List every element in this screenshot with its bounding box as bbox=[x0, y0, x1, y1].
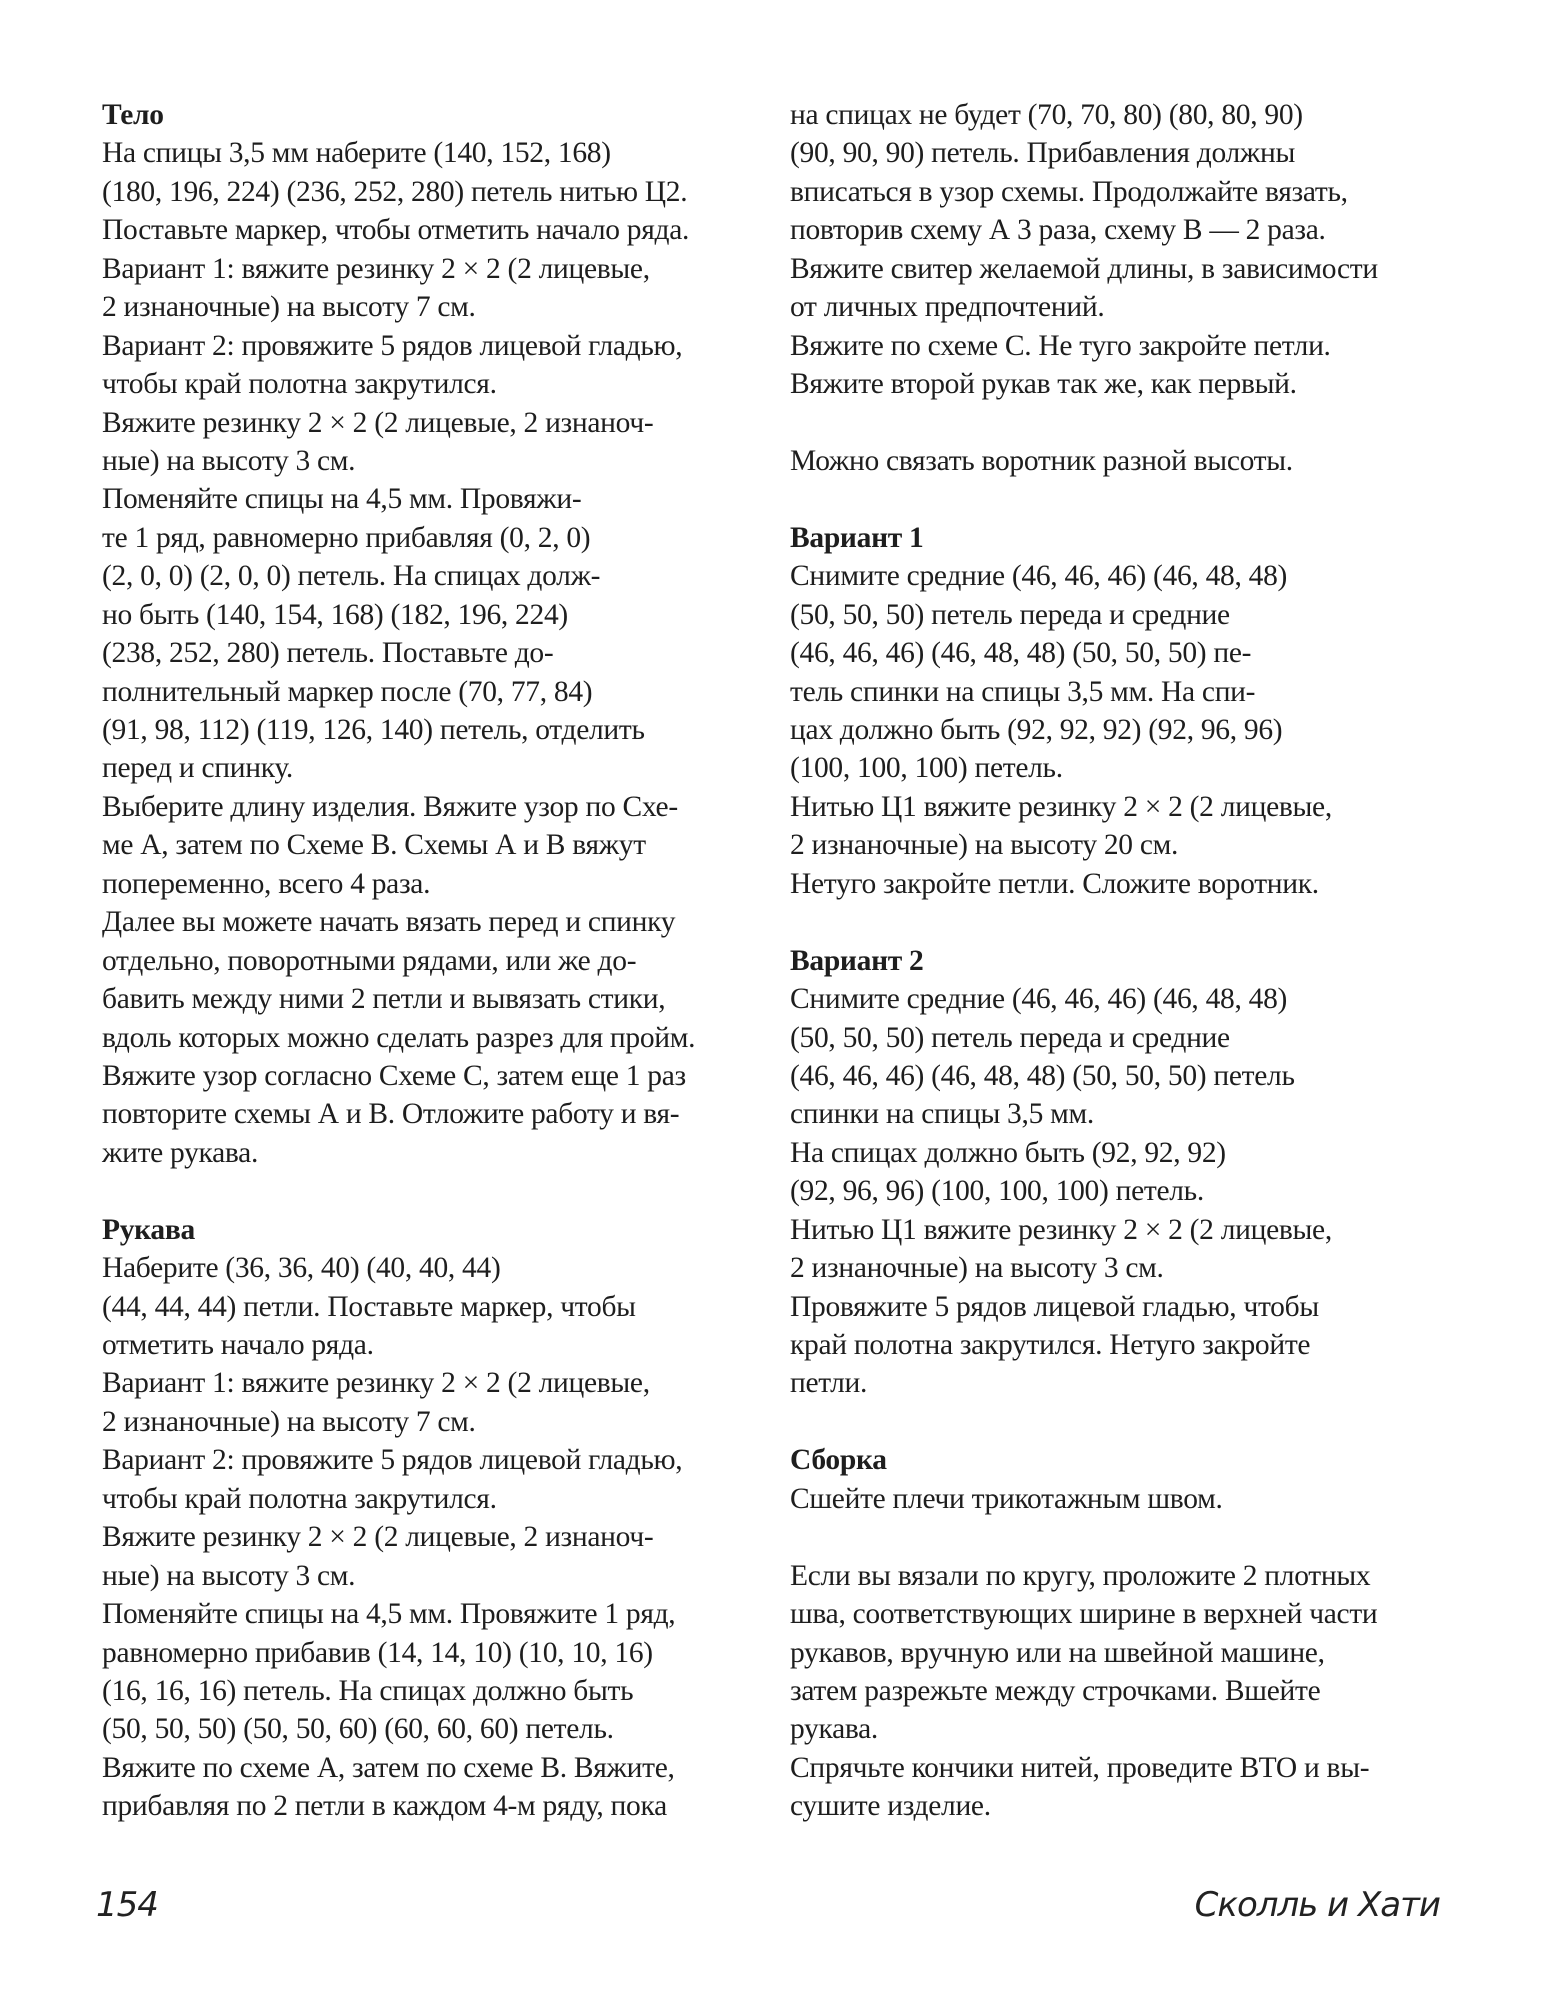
text-line: (50, 50, 50) (50, 50, 60) (60, 60, 60) петель. bbox=[102, 1713, 614, 1746]
text-line: Поменяйте спицы на 4,5 мм. Провяжите 1 ряд, bbox=[102, 1598, 676, 1631]
text-line: Вариант 2: провяжите 5 рядов лицевой гладью, bbox=[102, 329, 683, 362]
page-number: 154 bbox=[96, 1885, 158, 1925]
text-line: рукавов, вручную или на швейной машине, bbox=[790, 1636, 1325, 1669]
text-line: попеременно, всего 4 раза. bbox=[102, 867, 431, 900]
text-line: бавить между ними 2 петли и вывязать стики, bbox=[102, 983, 666, 1016]
text-line: Спрячьте кончики нитей, проведите ВТО и вы- bbox=[790, 1751, 1370, 1784]
text-line: ные) на высоту 3 см. bbox=[102, 1559, 356, 1592]
text-line: (100, 100, 100) петель. bbox=[790, 752, 1063, 785]
text-line: спинки на спицы 3,5 мм. bbox=[790, 1098, 1094, 1131]
text-line: (16, 16, 16) петель. На спицах должно быть bbox=[102, 1674, 634, 1707]
text-line: Поменяйте спицы на 4,5 мм. Провяжи- bbox=[102, 483, 582, 516]
text-line: Провяжите 5 рядов лицевой гладью, чтобы bbox=[790, 1290, 1319, 1323]
text-line: Нитью Ц1 вяжите резинку 2 × 2 (2 лицевые, bbox=[790, 790, 1332, 823]
text-line: сушите изделие. bbox=[790, 1790, 991, 1823]
text-line: Выберите длину изделия. Вяжите узор по Схе- bbox=[102, 790, 678, 823]
text-line: Вариант 1: вяжите резинку 2 × 2 (2 лицевые, bbox=[102, 1367, 650, 1400]
text-line: жите рукава. bbox=[102, 1136, 259, 1169]
text-line: (91, 98, 112) (119, 126, 140) петель, отделить bbox=[102, 714, 645, 746]
text-line: Снимите средние (46, 46, 46) (46, 48, 48) bbox=[790, 983, 1288, 1016]
section-heading: Рукава bbox=[102, 1213, 195, 1246]
text-line: На спицы 3,5 мм наберите (140, 152, 168) bbox=[102, 137, 611, 170]
text-line: отдельно, поворотными рядами, или же до- bbox=[102, 944, 637, 977]
text-line: ные) на высоту 3 см. bbox=[102, 444, 356, 477]
blank-line bbox=[102, 1172, 762, 1210]
text-line: Сшейте плечи трикотажным швом. bbox=[790, 1482, 1223, 1515]
text-line: прибавляя по 2 петли в каждом 4-м ряду, пока bbox=[102, 1790, 667, 1823]
text-line: полнительный маркер после (70, 77, 84) bbox=[102, 675, 593, 708]
text-line: край полотна закрутился. Нетуго закройте bbox=[790, 1329, 1311, 1361]
text-line: Нитью Ц1 вяжите резинку 2 × 2 (2 лицевые, bbox=[790, 1213, 1332, 1246]
text-line: (44, 44, 44) петли. Поставьте маркер, чтобы bbox=[102, 1290, 636, 1323]
text-line: (46, 46, 46) (46, 48, 48) (50, 50, 50) петель bbox=[790, 1059, 1295, 1092]
section-heading: Сборка bbox=[790, 1444, 887, 1477]
text-line: Вяжите узор согласно Схеме С, затем еще 1 раз bbox=[102, 1059, 686, 1092]
text-line: Вяжите резинку 2 × 2 (2 лицевые, 2 изнаноч- bbox=[102, 1521, 654, 1554]
text-line: тель спинки на спицы 3,5 мм. На спи- bbox=[790, 675, 1256, 708]
text-line: равномерно прибавив (14, 14, 10) (10, 10, 16) bbox=[102, 1636, 653, 1669]
text-line: но быть (140, 154, 168) (182, 196, 224) bbox=[102, 598, 568, 631]
text-line: Снимите средние (46, 46, 46) (46, 48, 48) bbox=[790, 560, 1288, 593]
text-line: рукава. bbox=[790, 1713, 878, 1746]
blank-line bbox=[790, 1403, 1450, 1441]
right-text-column bbox=[790, 96, 1450, 1826]
text-line: Вяжите резинку 2 × 2 (2 лицевые, 2 изнаноч- bbox=[102, 406, 654, 439]
text-line: (92, 96, 96) (100, 100, 100) петель. bbox=[790, 1175, 1204, 1208]
text-line: на спицах не будет (70, 70, 80) (80, 80, 90) bbox=[790, 99, 1303, 131]
text-line: 2 изнаночные) на высоту 3 см. bbox=[790, 1252, 1164, 1285]
text-line: На спицах должно быть (92, 92, 92) bbox=[790, 1136, 1226, 1169]
text-line: повторите схемы А и В. Отложите работу и вя- bbox=[102, 1098, 680, 1131]
blank-line bbox=[790, 404, 1450, 442]
text-line: (238, 252, 280) петель. Поставьте до- bbox=[102, 637, 554, 670]
blank-line bbox=[790, 903, 1450, 941]
text-line: 2 изнаночные) на высоту 20 см. bbox=[790, 829, 1179, 862]
text-line: от личных предпочтений. bbox=[790, 291, 1105, 324]
text-line: Поставьте маркер, чтобы отметить начало ряда. bbox=[102, 214, 690, 247]
footer-author: Сколль и Хати bbox=[1194, 1885, 1440, 1925]
text-line: Можно связать воротник разной высоты. bbox=[790, 444, 1293, 477]
section-heading: Тело bbox=[102, 99, 164, 131]
text-line: отметить начало ряда. bbox=[102, 1329, 374, 1361]
text-line: Нетуго закройте петли. Сложите воротник. bbox=[790, 867, 1319, 900]
left-text-column bbox=[102, 96, 762, 1826]
text-line: (180, 196, 224) (236, 252, 280) петель нитью Ц2. bbox=[102, 175, 688, 208]
text-line: вписаться в узор схемы. Продолжайте вязать, bbox=[790, 175, 1348, 208]
text-line: Вариант 2: провяжите 5 рядов лицевой гладью, bbox=[102, 1444, 683, 1477]
text-line: Далее вы можете начать вязать перед и спинку bbox=[102, 906, 676, 939]
text-line: (50, 50, 50) петель переда и средние bbox=[790, 1021, 1230, 1054]
blank-line bbox=[790, 1518, 1450, 1556]
text-line: (50, 50, 50) петель переда и средние bbox=[790, 598, 1230, 631]
section-heading: Вариант 2 bbox=[790, 944, 924, 977]
text-line: цах должно быть (92, 92, 92) (92, 96, 96) bbox=[790, 714, 1283, 746]
text-line: затем разрежьте между строчками. Вшейте bbox=[790, 1674, 1321, 1707]
text-line: петли. bbox=[790, 1367, 868, 1400]
section-heading: Вариант 1 bbox=[790, 521, 924, 554]
text-line: Вяжите свитер желаемой длины, в зависимости bbox=[790, 252, 1378, 285]
text-line: 2 изнаночные) на высоту 7 см. bbox=[102, 291, 476, 324]
text-line: (2, 0, 0) (2, 0, 0) петель. На спицах долж- bbox=[102, 560, 601, 593]
text-line: чтобы край полотна закрутился. bbox=[102, 1482, 497, 1515]
text-line: чтобы край полотна закрутился. bbox=[102, 368, 497, 401]
text-line: шва, соответствующих ширине в верхней части bbox=[790, 1598, 1378, 1631]
text-line: те 1 ряд, равномерно прибавляя (0, 2, 0) bbox=[102, 521, 591, 554]
text-line: Вяжите второй рукав так же, как первый. bbox=[790, 368, 1297, 401]
text-line: повторив схему А 3 раза, схему В — 2 раза. bbox=[790, 214, 1326, 247]
text-line: ме А, затем по Схеме В. Схемы А и В вяжут bbox=[102, 829, 646, 862]
blank-line bbox=[790, 480, 1450, 518]
text-line: Вяжите по схеме А, затем по схеме В. Вяжите, bbox=[102, 1751, 675, 1784]
text-line: Вяжите по схеме С. Не туго закройте петли. bbox=[790, 329, 1331, 362]
text-line: Вариант 1: вяжите резинку 2 × 2 (2 лицевые, bbox=[102, 252, 650, 285]
text-line: 2 изнаночные) на высоту 7 см. bbox=[102, 1405, 476, 1438]
text-line: вдоль которых можно сделать разрез для пройм. bbox=[102, 1021, 696, 1054]
text-line: Если вы вязали по кругу, проложите 2 плотных bbox=[790, 1559, 1371, 1592]
text-line: перед и спинку. bbox=[102, 752, 293, 785]
text-line: Наберите (36, 36, 40) (40, 40, 44) bbox=[102, 1252, 501, 1285]
text-line: (46, 46, 46) (46, 48, 48) (50, 50, 50) пе- bbox=[790, 637, 1252, 670]
text-line: (90, 90, 90) петель. Прибавления должны bbox=[790, 137, 1296, 170]
